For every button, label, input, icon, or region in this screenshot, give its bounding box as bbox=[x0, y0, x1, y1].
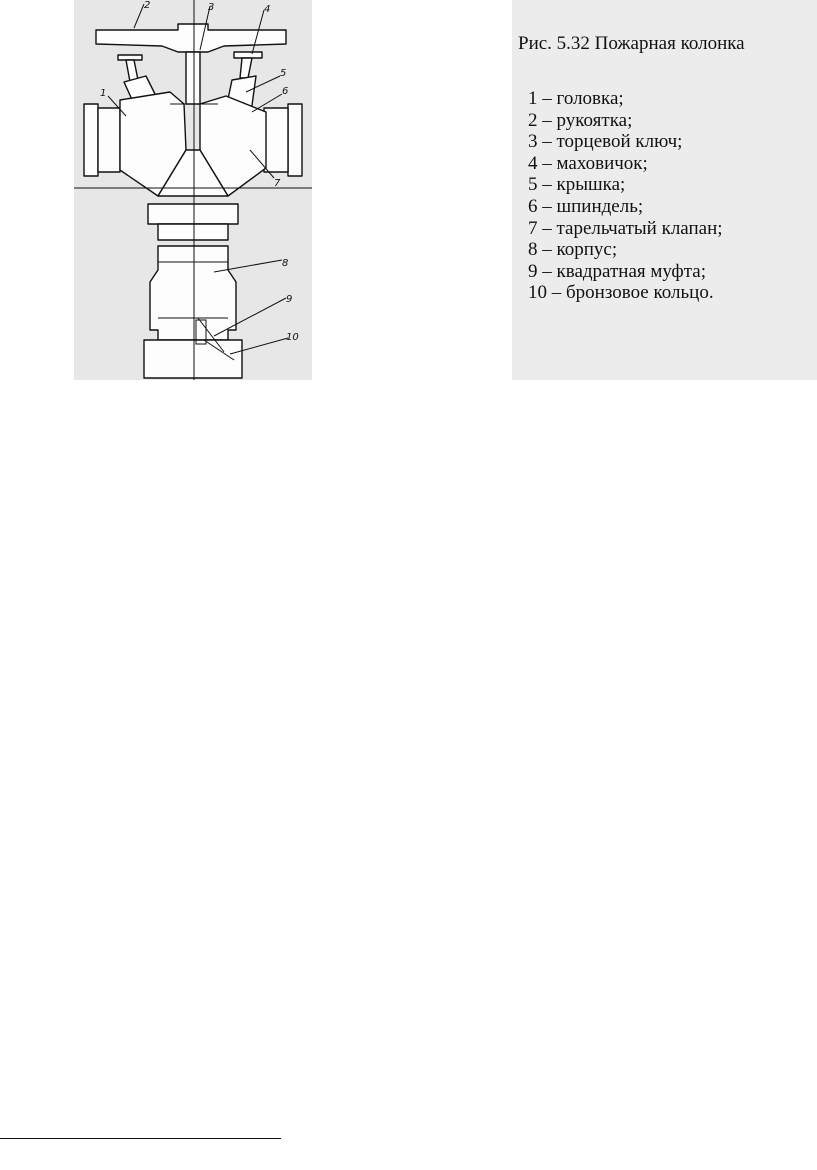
legend-item: 4 – маховичок; bbox=[528, 152, 648, 174]
figure-caption-panel bbox=[512, 0, 817, 380]
legend-item: 5 – крышка; bbox=[528, 174, 626, 196]
fire-hydrant-drawing bbox=[74, 0, 312, 380]
callout-1: 1 bbox=[100, 88, 107, 99]
callout-5: 5 bbox=[280, 68, 287, 79]
callout-10: 10 bbox=[286, 332, 299, 343]
callout-9: 9 bbox=[286, 294, 293, 305]
legend-item: 3 – торцевой ключ; bbox=[528, 131, 683, 153]
legend-item: 8 – корпус; bbox=[528, 239, 618, 261]
callout-4: 4 bbox=[264, 4, 271, 15]
callout-8: 8 bbox=[282, 258, 289, 269]
legend-item: 9 – квадратная муфта; bbox=[528, 260, 706, 282]
hydrant-cross-section bbox=[74, 0, 312, 380]
callout-2: 2 bbox=[144, 0, 151, 11]
legend-item: 2 – рукоятка; bbox=[528, 109, 633, 131]
figure-caption: Рис. 5.32 Пожарная колонка bbox=[518, 33, 745, 54]
legend-item: 10 – бронзовое кольцо. bbox=[528, 282, 714, 304]
legend-item: 1 – головка; bbox=[528, 88, 624, 109]
parts-legend bbox=[528, 88, 723, 304]
legend-item: 6 – шпиндель; bbox=[528, 195, 644, 217]
callout-3: 3 bbox=[208, 2, 215, 13]
legend-item: 7 – тарельчатый клапан; bbox=[528, 217, 723, 239]
footnote-divider bbox=[0, 1138, 281, 1139]
callout-6: 6 bbox=[282, 86, 289, 97]
callout-7: 7 bbox=[274, 178, 281, 189]
